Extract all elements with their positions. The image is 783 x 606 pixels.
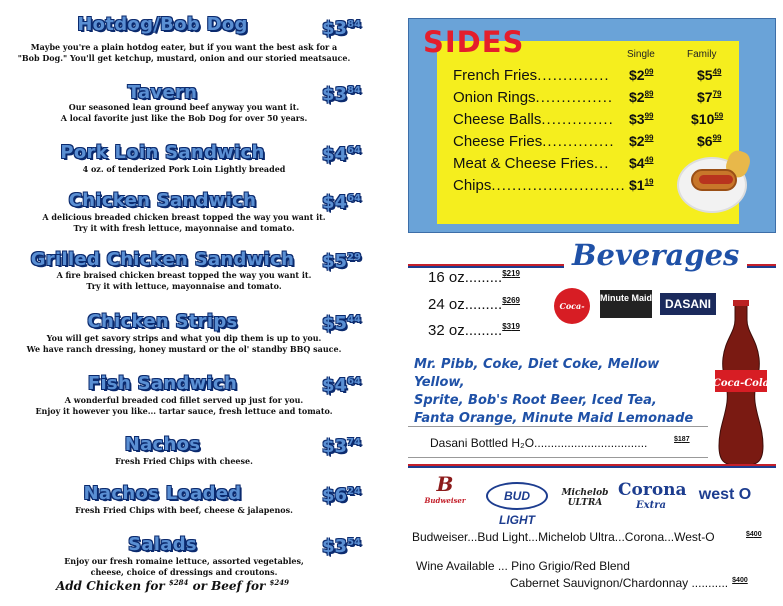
family-header: Family (687, 49, 717, 60)
single-price: $\$1^{19}$ (629, 177, 654, 193)
beer-price-line: Budweiser...Bud Light...Michelob Ultra...Corona...West-O $^{\$400}$ (412, 530, 762, 544)
side-row: French Fries.............. (453, 67, 610, 84)
size-price: 24 oz.........$^{\$269}$ (428, 296, 521, 313)
family-price: $\$5^{49}$ (697, 67, 722, 83)
item-price: $\$3^{84}$ (322, 18, 361, 39)
item-title: Nachos (124, 434, 201, 455)
item-description: You will get savory strips and what you dip them is up to you. We have ranch dressing, honey mustard or the ol' standby BBQ sauce. (26, 333, 342, 354)
single-price: $\$2^{09}$ (629, 67, 654, 83)
bud-light-logo: BUD LIGHT (486, 482, 548, 510)
item-price: $\$3^{74}$ (322, 436, 361, 457)
size-price: 32 oz.........$^{\$319}$ (428, 322, 521, 339)
dasani-row (408, 426, 708, 458)
single-price: $\$2^{89}$ (629, 89, 654, 105)
item-description: Our seasoned lean ground beef anyway you want it. A local favorite just like the Bob Dog for over 50 years. (60, 102, 308, 123)
item-price: $\$6^{24}$ (322, 485, 361, 506)
item-title: Grilled Chicken Sandwich (30, 249, 295, 270)
item-description: A fire braised chicken breast topped the way you want it. Try it with lettuce, mayonnaise and tomato. (56, 270, 312, 291)
item-price: $\$4^{64}$ (322, 375, 361, 396)
item-price: $\$3^{54}$ (322, 536, 361, 557)
side-row: Meat & Cheese Fries... (453, 155, 610, 172)
wine-price: $400 (732, 577, 748, 584)
family-price: $\$6^{99}$ (697, 133, 722, 149)
minute-maid-logo: Minute Maid (600, 290, 652, 318)
side-row: Cheese Fries.............. (453, 133, 615, 150)
side-row: Onion Rings............... (453, 89, 614, 106)
item-title: Chicken Sandwich (68, 190, 257, 211)
single-price: $\$2^{99}$ (629, 133, 654, 149)
item-title: Chicken Strips (87, 311, 238, 332)
item-title: Hotdog/Bob Dog (77, 14, 248, 35)
item-description: 4 oz. of tenderized Pork Loin Lightly breaded (82, 164, 286, 174)
coca-cola-logo: Coca-Cola (554, 288, 590, 324)
dasani-price: $187 (674, 436, 690, 443)
side-row: Cheese Balls.............. (453, 111, 614, 128)
single-price: $\$4^{49}$ (629, 155, 654, 171)
item-title: Tavern (127, 82, 198, 103)
dasani-label: Dasani Bottled H₂O.................................. (430, 436, 648, 450)
item-description: Maybe you're a plain hotdog eater, but if you want the best ask for a "Bob Dog." You'll get ketchup, mustard, onion and our storied meatsauce. (17, 42, 351, 63)
item-title: Pork Loin Sandwich (60, 142, 265, 163)
item-description: Enjoy our fresh romaine lettuce, assorted vegetables, cheese, choice of dressings and croutons. (64, 556, 304, 577)
item-description: Fresh Fried Chips with cheese. (115, 456, 253, 466)
michelob-ultra-logo: Michelob ULTRA (561, 488, 609, 508)
corona-logo: Corona Extra (618, 480, 687, 511)
west-o-logo: west O (698, 486, 752, 503)
family-price: $\$7^{79}$ (697, 89, 722, 105)
beer-price: $400 (746, 531, 762, 538)
single-header: Single (627, 49, 655, 60)
item-title: Salads (128, 534, 197, 555)
size-price: 16 oz.........$^{\$219}$ (428, 269, 521, 286)
item-description: Fresh Fried Chips with beef, cheese & jalapenos. (75, 505, 293, 515)
item-price: $\$3^{84}$ (322, 84, 361, 105)
item-price: $\$4^{64}$ (322, 144, 361, 165)
single-price: $\$3^{99}$ (629, 111, 654, 127)
sides-panel (408, 18, 776, 233)
salad-addon: Add Chicken for $^{\$284}$ or Beef for $^{\$249}$ (55, 578, 290, 593)
item-description: A wonderful breaded cod fillet served up just for you. Enjoy it however you like... tartar sauce, fresh lettuce and tomato. (35, 395, 333, 416)
item-description: A delicious breaded chicken breast topped the way you want it. Try it with fresh lettuce, mayonnaise and tomato. (42, 212, 326, 233)
wine-line: Wine Available ... Pino Grigio/Red Blend (416, 559, 630, 573)
item-title: Fish Sandwich (87, 373, 238, 394)
bottle-label: Coca-Cola (713, 378, 769, 389)
item-price: $\$5^{29}$ (322, 251, 361, 272)
beverages-title: Beverages (564, 238, 747, 272)
item-price: $\$4^{64}$ (322, 192, 361, 213)
sides-title: SIDES (423, 25, 525, 59)
family-price: $\$10^{59}$ (691, 111, 724, 127)
coke-bottle-image (713, 300, 769, 470)
item-price: $\$5^{44}$ (322, 313, 361, 334)
beer-divider (408, 464, 776, 468)
dasani-logo: DASANI (660, 293, 716, 315)
side-row: Chips.......................... (453, 177, 626, 194)
item-title: Nachos Loaded (83, 483, 242, 504)
drink-list: Mr. Pibb, Coke, Diet Coke, Mellow Yellow, Sprite, Bob's Root Beer, Iced Tea, Fanta Orange, Minute Maid Lemonade (414, 357, 694, 426)
hotdog-sausage (699, 175, 733, 184)
budweiser-logo: B Budweiser (424, 472, 466, 505)
wine-line-2: Cabernet Sauvignon/Chardonnay ........... $^{\$400}$ (510, 576, 748, 590)
